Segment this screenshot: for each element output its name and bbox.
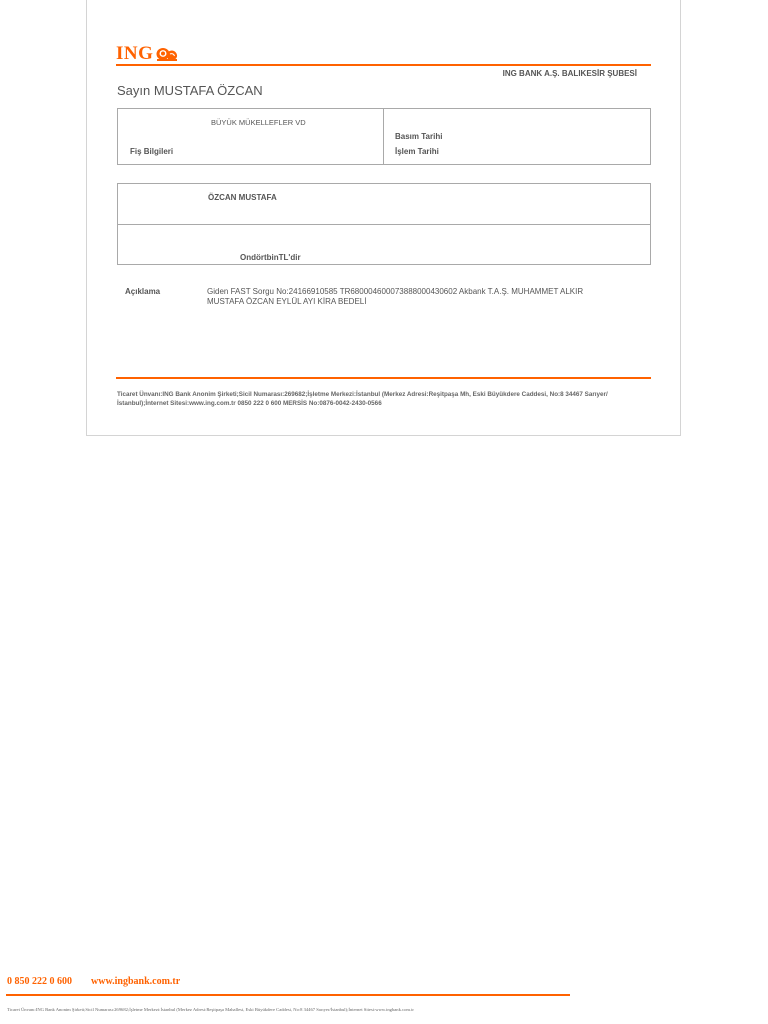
- party-box-divider: [118, 224, 650, 225]
- description-label: Açıklama: [125, 287, 161, 296]
- footer-website-link[interactable]: www.ingbank.com.tr: [91, 976, 181, 987]
- footer-rule-inner: [116, 377, 651, 379]
- customer-greeting: Sayın MUSTAFA ÖZCAN: [117, 83, 263, 98]
- party-box: [117, 183, 651, 265]
- branch-name: ING BANK A.Ş. BALIKESİR ŞUBESİ: [502, 69, 637, 78]
- transaction-date-label: İşlem Tarihi: [395, 147, 439, 156]
- slip-info-box: [117, 108, 651, 165]
- footer-legal-text: Ticaret Ünvanı:ING Bank Anonim Şirketi;Sicil Numarası:269682;İşletme Merkezi:İstanbul (Merkez Adresi:Reşitpaşa Mahallesi, Eski Büyükdere Caddesi, No:8 34467 Sarıyer/İstanbul);İnternet Sitesi:www.ingbank.com.tr: [7, 1007, 414, 1012]
- party-name: ÖZCAN MUSTAFA: [208, 193, 277, 202]
- tax-office: BÜYÜK MÜKELLEFLER VD: [211, 118, 306, 127]
- legal-text: Ticaret Ünvanı:ING Bank Anonim Şirketi;Sicil Numarası:269682;İşletme Merkezi:İstanbul (Merkez Adresi:Reşitpaşa Mh, Eski Büyükdere Caddesi, No:8 34467 Sarıyer/İstanbul);İnternet Sitesi:www.ing.com.tr 0850 222 0 600 MERSİS No:0876-0042-2430-0566: [117, 391, 608, 407]
- brand-name: ING: [116, 43, 154, 64]
- lion-icon: [155, 45, 179, 63]
- description-text: Giden FAST Sorgu No:24166910585 TR680004600073888000430602 Akbank T.A.Ş. MUHAMMET ALKIR MUSTAFA ÖZCAN EYLÜL AYI KİRA BEDELİ: [207, 287, 584, 306]
- header-rule: [116, 64, 651, 66]
- box-divider: [383, 109, 384, 164]
- footer-rule: [6, 994, 570, 996]
- print-date-label: Basım Tarihi: [395, 132, 443, 141]
- receipt-document: [86, 0, 681, 436]
- slip-info-label: Fiş Bilgileri: [130, 147, 174, 156]
- ing-logo: [116, 43, 179, 65]
- footer-phone: 0 850 222 0 600: [7, 976, 72, 987]
- amount-in-words: OndörtbinTL'dir: [240, 253, 301, 262]
